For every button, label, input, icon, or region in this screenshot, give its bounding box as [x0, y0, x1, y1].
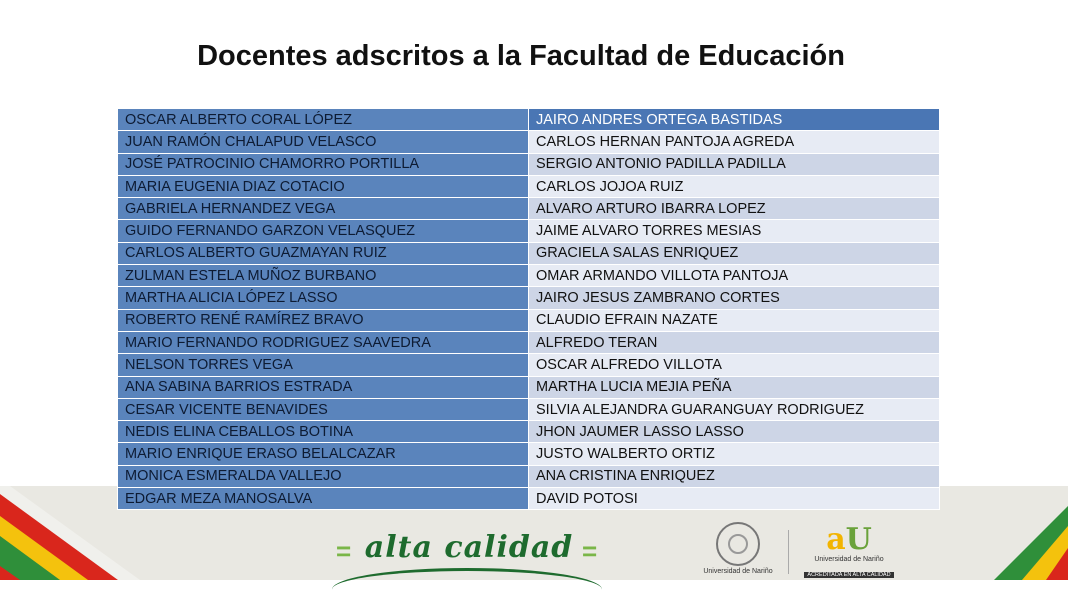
table-row: [118, 242, 940, 264]
table-row: [118, 287, 940, 309]
table-row: [118, 109, 940, 131]
page-title: Docentes adscritos a la Facultad de Educación: [197, 40, 845, 72]
table-row: [118, 198, 940, 220]
teacher-name-right: JUSTO WALBERTO ORTIZ: [529, 443, 940, 465]
teacher-name-left: CARLOS ALBERTO GUAZMAYAN RUIZ: [118, 242, 529, 264]
teacher-name-left: MARIO ENRIQUE ERASO BELALCAZAR: [118, 443, 529, 465]
logo-udenar-name: Universidad de Nariño: [703, 568, 773, 575]
slogan-arc: [332, 568, 602, 611]
logo-universidad-narino: [692, 522, 784, 580]
table-row: [118, 443, 940, 465]
teacher-name-right: ALVARO ARTURO IBARRA LOPEZ: [529, 198, 940, 220]
teacher-name-left: GUIDO FERNANDO GARZON VELASQUEZ: [118, 220, 529, 242]
university-seal-icon: [716, 522, 760, 566]
table-row: [118, 376, 940, 398]
teacher-name-left: ROBERTO RENÉ RAMÍREZ BRAVO: [118, 309, 529, 331]
teacher-name-right: SILVIA ALEJANDRA GUARANGUAY RODRIGUEZ: [529, 398, 940, 420]
slogan-text: alta calidad: [364, 530, 574, 565]
logo-acreditada-sub: ACREDITADA EN ALTA CALIDAD: [804, 572, 893, 578]
teacher-name-left: MONICA ESMERALDA VALLEJO: [118, 465, 529, 487]
teacher-name-right: JAIRO JESUS ZAMBRANO CORTES: [529, 287, 940, 309]
teacher-name-left: MARIA EUGENIA DIAZ COTACIO: [118, 175, 529, 197]
teacher-name-right: CARLOS HERNAN PANTOJA AGREDA: [529, 131, 940, 153]
table-row: [118, 220, 940, 242]
faculty-table-body: [118, 109, 940, 510]
teacher-name-left: CESAR VICENTE BENAVIDES: [118, 398, 529, 420]
table-row: [118, 153, 940, 175]
table-row: [118, 265, 940, 287]
teacher-name-left: EDGAR MEZA MANOSALVA: [118, 488, 529, 510]
teacher-name-left: JUAN RAMÓN CHALAPUD VELASCO: [118, 131, 529, 153]
table-row: [118, 354, 940, 376]
teacher-name-right: DAVID POTOSI: [529, 488, 940, 510]
teacher-name-left: GABRIELA HERNANDEZ VEGA: [118, 198, 529, 220]
teacher-name-right: ALFREDO TERAN: [529, 331, 940, 353]
table-row: [118, 488, 940, 510]
teacher-name-right: JAIME ALVARO TORRES MESIAS: [529, 220, 940, 242]
teacher-name-right: OMAR ARMANDO VILLOTA PANTOJA: [529, 265, 940, 287]
teacher-name-right: JHON JAUMER LASSO LASSO: [529, 421, 940, 443]
table-row: [118, 465, 940, 487]
teacher-name-left: NEDIS ELINA CEBALLOS BOTINA: [118, 421, 529, 443]
teacher-name-right: CLAUDIO EFRAIN NAZATE: [529, 309, 940, 331]
logo-acreditada: [800, 524, 898, 580]
teacher-name-right: MARTHA LUCIA MEJIA PEÑA: [529, 376, 940, 398]
teacher-name-left: MARIO FERNANDO RODRIGUEZ SAAVEDRA: [118, 331, 529, 353]
table-row: [118, 309, 940, 331]
teacher-name-left: NELSON TORRES VEGA: [118, 354, 529, 376]
table-row: [118, 421, 940, 443]
au-logo-icon: aU: [826, 522, 872, 557]
teacher-name-right: OSCAR ALFREDO VILLOTA: [529, 354, 940, 376]
logo-acreditada-name: Universidad de Nariño: [814, 556, 884, 563]
teacher-name-left: ANA SABINA BARRIOS ESTRADA: [118, 376, 529, 398]
teacher-name-right: SERGIO ANTONIO PADILLA PADILLA: [529, 153, 940, 175]
slogan-dash-right: =: [582, 536, 598, 566]
teacher-name-left: OSCAR ALBERTO CORAL LÓPEZ: [118, 109, 529, 131]
teacher-name-right: JAIRO ANDRES ORTEGA BASTIDAS: [529, 109, 940, 131]
slogan-dash-left: =: [336, 536, 352, 566]
table-row: [118, 398, 940, 420]
table-row: [118, 175, 940, 197]
teacher-name-left: MARTHA ALICIA LÓPEZ LASSO: [118, 287, 529, 309]
faculty-table: [117, 108, 940, 510]
logo-divider: [788, 530, 789, 574]
teacher-name-right: GRACIELA SALAS ENRIQUEZ: [529, 242, 940, 264]
teacher-name-left: JOSÉ PATROCINIO CHAMORRO PORTILLA: [118, 153, 529, 175]
table-row: [118, 131, 940, 153]
teacher-name-right: CARLOS JOJOA RUIZ: [529, 175, 940, 197]
decorative-stripes-right: [988, 486, 1068, 580]
teacher-name-left: ZULMAN ESTELA MUÑOZ BURBANO: [118, 265, 529, 287]
table-row: [118, 331, 940, 353]
slogan-mark: [332, 528, 602, 580]
faculty-table-wrap: [117, 108, 939, 510]
teacher-name-right: ANA CRISTINA ENRIQUEZ: [529, 465, 940, 487]
